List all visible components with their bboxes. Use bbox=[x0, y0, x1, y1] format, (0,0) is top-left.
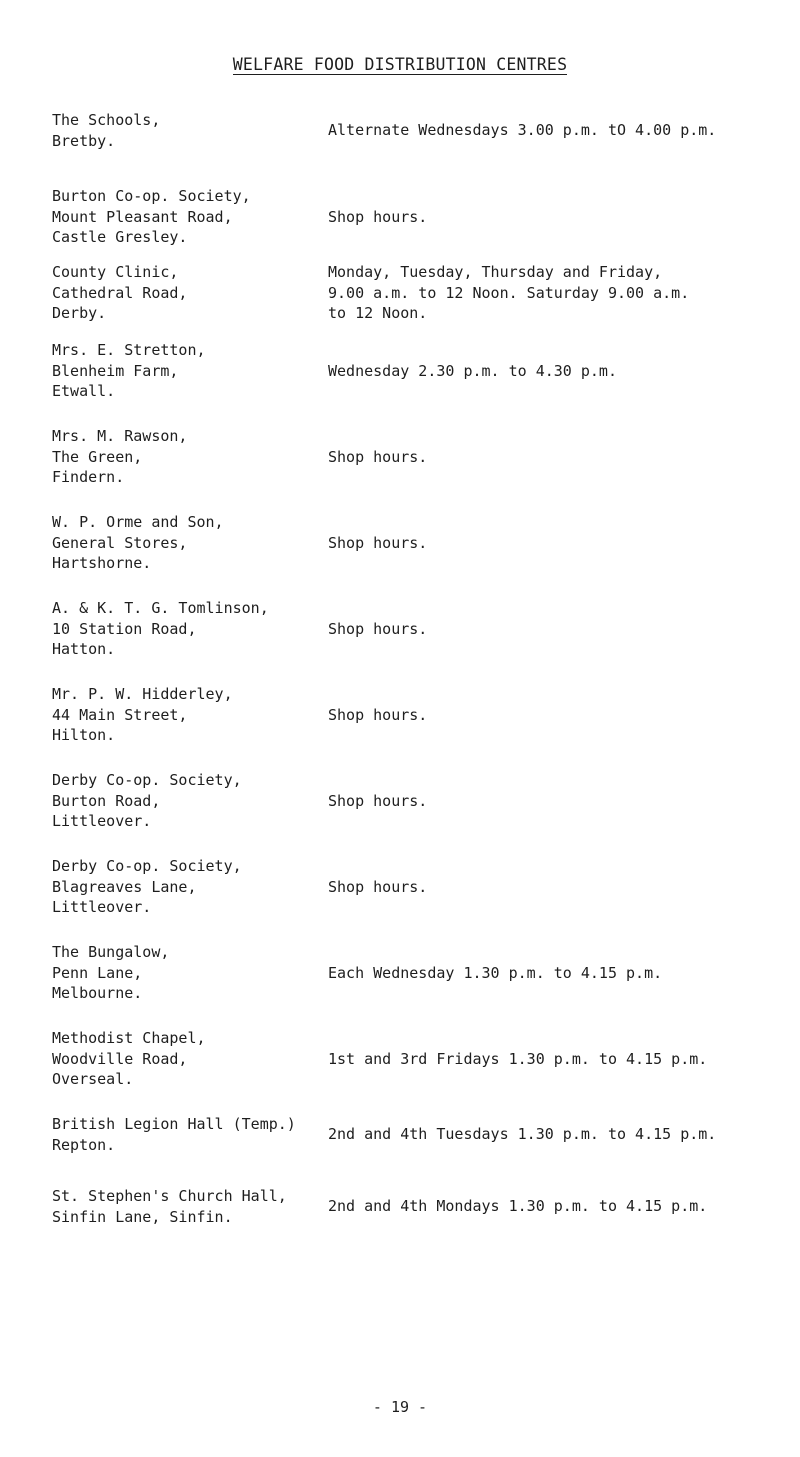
address-line: W. P. Orme and Son, bbox=[52, 513, 224, 531]
centre-address bbox=[52, 770, 322, 832]
hours-line: Shop hours. bbox=[328, 791, 428, 810]
hours-line: Wednesday 2.30 p.m. to 4.30 p.m. bbox=[328, 361, 617, 380]
centre-hours bbox=[328, 1124, 788, 1145]
centre-hours bbox=[328, 963, 788, 984]
address-line: The Schools, bbox=[52, 111, 161, 129]
address-line: Littleover. bbox=[52, 812, 152, 830]
hours-line: Shop hours. bbox=[328, 705, 428, 724]
address-line: Overseal. bbox=[52, 1070, 134, 1088]
address-line: Methodist Chapel, bbox=[52, 1029, 206, 1047]
address-line: Hilton. bbox=[52, 726, 116, 744]
centre-hours bbox=[328, 361, 788, 382]
hours-line: 2nd and 4th Tuesdays 1.30 p.m. to 4.15 p.m. bbox=[328, 1125, 717, 1144]
hours-line: Alternate Wednesdays 3.00 p.m. tO 4.00 p.m. bbox=[328, 121, 717, 140]
address-line: Littleover. bbox=[52, 898, 152, 916]
centre-address bbox=[52, 340, 322, 402]
address-line: Bretby. bbox=[52, 131, 116, 150]
address-line: Hatton. bbox=[52, 640, 116, 658]
centre-hours bbox=[328, 1049, 788, 1070]
centre-address bbox=[52, 512, 322, 574]
centre-address bbox=[52, 110, 322, 151]
hours-line: Shop hours. bbox=[328, 877, 428, 896]
centre-address bbox=[52, 942, 322, 1004]
hours-line: Shop hours. bbox=[328, 533, 428, 552]
address-line: Blenheim Farm, bbox=[52, 361, 179, 380]
address-line: Sinfin Lane, Sinfin. bbox=[52, 1207, 233, 1226]
address-line: Mount Pleasant Road, bbox=[52, 207, 233, 226]
centre-hours bbox=[328, 207, 788, 228]
centre-hours bbox=[328, 120, 788, 141]
hours-line: to 12 Noon. bbox=[328, 304, 428, 322]
page-title-text: WELFARE FOOD DISTRIBUTION CENTRES bbox=[232, 55, 568, 74]
address-line: The Bungalow, bbox=[52, 943, 170, 961]
hours-line: Shop hours. bbox=[328, 619, 428, 638]
centre-hours bbox=[328, 705, 788, 726]
hours-line: Monday, Tuesday, Thursday and Friday, bbox=[328, 263, 663, 281]
address-line: Derby Co-op. Society, bbox=[52, 857, 242, 875]
address-line: Woodville Road, bbox=[52, 1049, 188, 1068]
address-line: Blagreaves Lane, bbox=[52, 877, 197, 896]
address-line: Mr. P. W. Hidderley, bbox=[52, 685, 233, 703]
address-line: Mrs. E. Stretton, bbox=[52, 341, 206, 359]
centre-address bbox=[52, 1114, 322, 1155]
page-title bbox=[0, 55, 800, 74]
hours-line: Each Wednesday 1.30 p.m. to 4.15 p.m. bbox=[328, 963, 663, 982]
centre-address bbox=[52, 426, 322, 488]
address-line: St. Stephen's Church Hall, bbox=[52, 1187, 287, 1205]
centre-address bbox=[52, 186, 322, 248]
address-line: Cathedral Road, bbox=[52, 283, 188, 302]
address-line: 10 Station Road, bbox=[52, 619, 197, 638]
centre-address bbox=[52, 598, 322, 660]
centre-hours bbox=[328, 877, 788, 898]
centre-hours bbox=[328, 262, 788, 324]
hours-line: 9.00 a.m. to 12 Noon. Saturday 9.00 a.m. bbox=[328, 283, 690, 302]
address-line: Burton Road, bbox=[52, 791, 161, 810]
centre-address bbox=[52, 684, 322, 746]
address-line: British Legion Hall (Temp.) bbox=[52, 1115, 296, 1133]
address-line: Mrs. M. Rawson, bbox=[52, 427, 188, 445]
address-line: Etwall. bbox=[52, 382, 116, 400]
centre-address bbox=[52, 856, 322, 918]
centre-address bbox=[52, 1028, 322, 1090]
page-number: - 19 - bbox=[372, 1398, 428, 1416]
address-line: Hartshorne. bbox=[52, 554, 152, 572]
address-line: Findern. bbox=[52, 468, 125, 486]
address-line: Repton. bbox=[52, 1135, 116, 1154]
centre-hours bbox=[328, 447, 788, 468]
address-line: Burton Co-op. Society, bbox=[52, 187, 251, 205]
hours-line: 1st and 3rd Fridays 1.30 p.m. to 4.15 p.m. bbox=[328, 1049, 708, 1068]
centre-hours bbox=[328, 791, 788, 812]
centre-hours bbox=[328, 533, 788, 554]
centre-hours bbox=[328, 619, 788, 640]
address-line: Castle Gresley. bbox=[52, 228, 188, 246]
hours-line: 2nd and 4th Mondays 1.30 p.m. to 4.15 p.m. bbox=[328, 1197, 708, 1216]
address-line: 44 Main Street, bbox=[52, 705, 188, 724]
address-line: Penn Lane, bbox=[52, 963, 143, 982]
address-line: The Green, bbox=[52, 447, 143, 466]
hours-line: Shop hours. bbox=[328, 447, 428, 466]
address-line: Derby Co-op. Society, bbox=[52, 771, 242, 789]
hours-line: Shop hours. bbox=[328, 207, 428, 226]
centre-address bbox=[52, 262, 322, 324]
centre-hours bbox=[328, 1196, 788, 1217]
address-line: A. & K. T. G. Tomlinson, bbox=[52, 599, 269, 617]
address-line: Derby. bbox=[52, 304, 107, 322]
address-line: General Stores, bbox=[52, 533, 188, 552]
address-line: County Clinic, bbox=[52, 263, 179, 281]
centre-address bbox=[52, 1186, 322, 1227]
address-line: Melbourne. bbox=[52, 984, 143, 1002]
